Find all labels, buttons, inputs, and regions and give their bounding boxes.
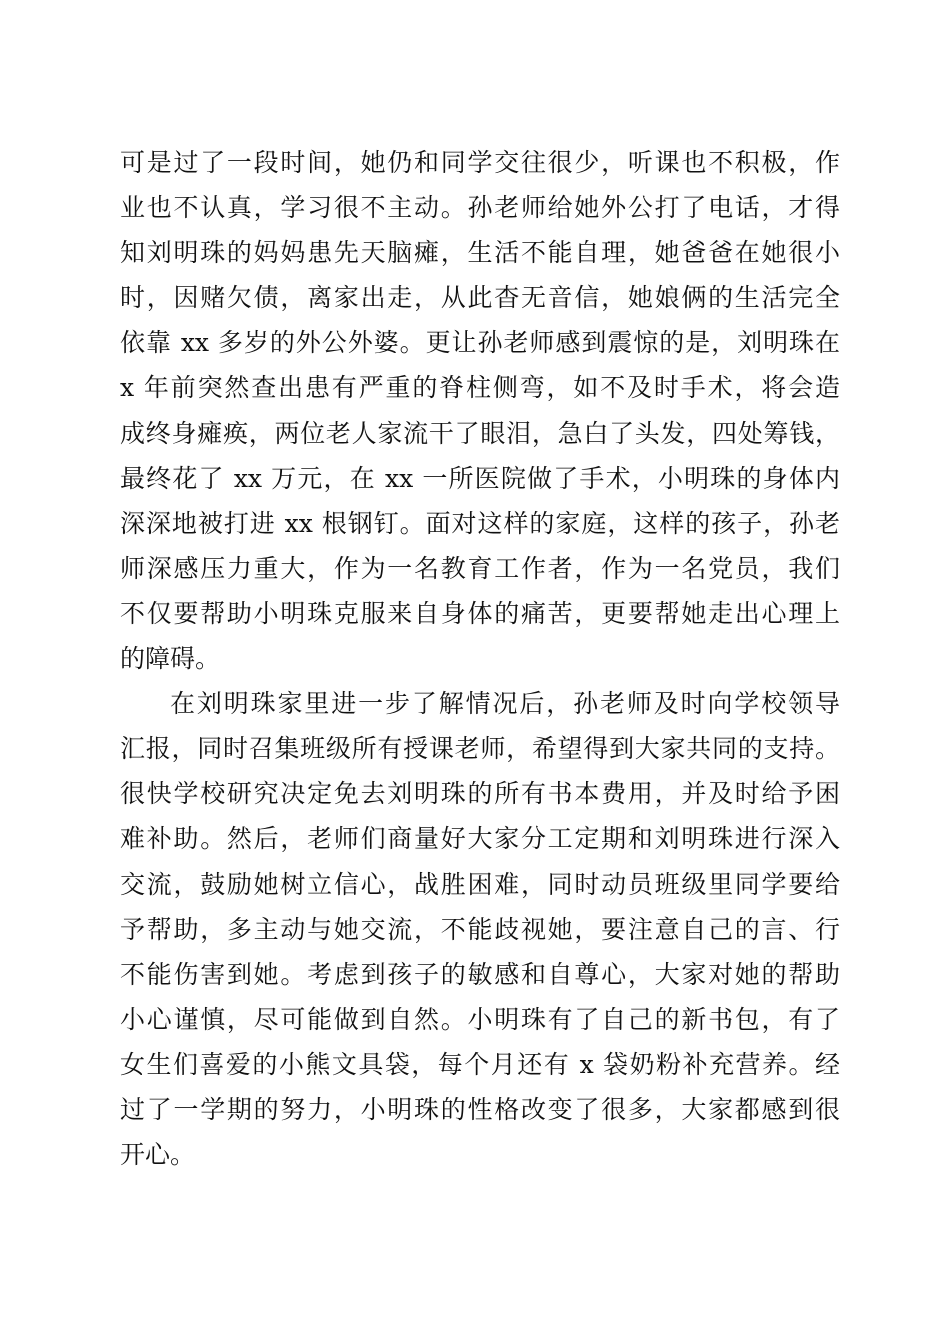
text-line: 师深感压力重大，作为一名教育工作者，作为一名党员，我们 [120,553,840,583]
text-line: 深深地被打进 xx 根钢钉。面对这样的家庭，这样的孩子，孙老 [120,508,840,538]
text-line: 难补助。然后，老师们商量好大家分工定期和刘明珠进行深入 [120,824,840,854]
text-line: 依靠 xx 多岁的外公外婆。更让孙老师感到震惊的是，刘明珠在 [120,328,840,358]
text-line: 知刘明珠的妈妈患先天脑瘫，生活不能自理，她爸爸在她很小 [120,238,840,268]
body-text [120,140,840,1177]
text-line: 女生们喜爱的小熊文具袋，每个月还有 x 袋奶粉补充营养。经 [120,1049,840,1079]
text-line: 交流，鼓励她树立信心，战胜困难，同时动员班级里同学要给 [120,869,840,899]
text-line: 很快学校研究决定免去刘明珠的所有书本费用，并及时给予困 [120,779,840,809]
text-line: 时，因赌欠债，离家出走，从此杳无音信，她娘俩的生活完全 [120,283,840,313]
text-line: 的障碍。 [120,644,221,674]
text-line: 可是过了一段时间，她仍和同学交往很少，听课也不积极，作 [120,148,840,177]
text-line: 不仅要帮助小明珠克服来自身体的痛苦，更要帮她走出心理上 [120,598,840,628]
text-line: 不能伤害到她。考虑到孩子的敏感和自尊心，大家对她的帮助 [120,959,840,989]
text-line: 小心谨慎，尽可能做到自然。小明珠有了自己的新书包，有了 [120,1004,840,1034]
text-line: 汇报，同时召集班级所有授课老师，希望得到大家共同的支持。 [120,734,840,764]
text-line: 过了一学期的努力，小明珠的性格改变了很多，大家都感到很 [120,1094,840,1124]
text-line: 在刘明珠家里进一步了解情况后，孙老师及时向学校领导 [170,689,840,719]
text-line: 最终花了 xx 万元，在 xx 一所医院做了手术，小明珠的身体内 [120,463,840,493]
text-line: x 年前突然查出患有严重的脊柱侧弯，如不及时手术，将会造 [120,373,840,403]
text-line: 成终身瘫痪，两位老人家流干了眼泪，急白了头发，四处筹钱， [120,418,840,448]
text-line: 业也不认真，学习很不主动。孙老师给她外公打了电话，才得 [120,193,840,223]
paragraph-2 [120,681,840,1177]
text-line: 予帮助，多主动与她交流，不能歧视她，要注意自己的言、行 [120,914,840,944]
paragraph-1 [120,140,840,681]
text-line: 开心。 [120,1140,196,1170]
